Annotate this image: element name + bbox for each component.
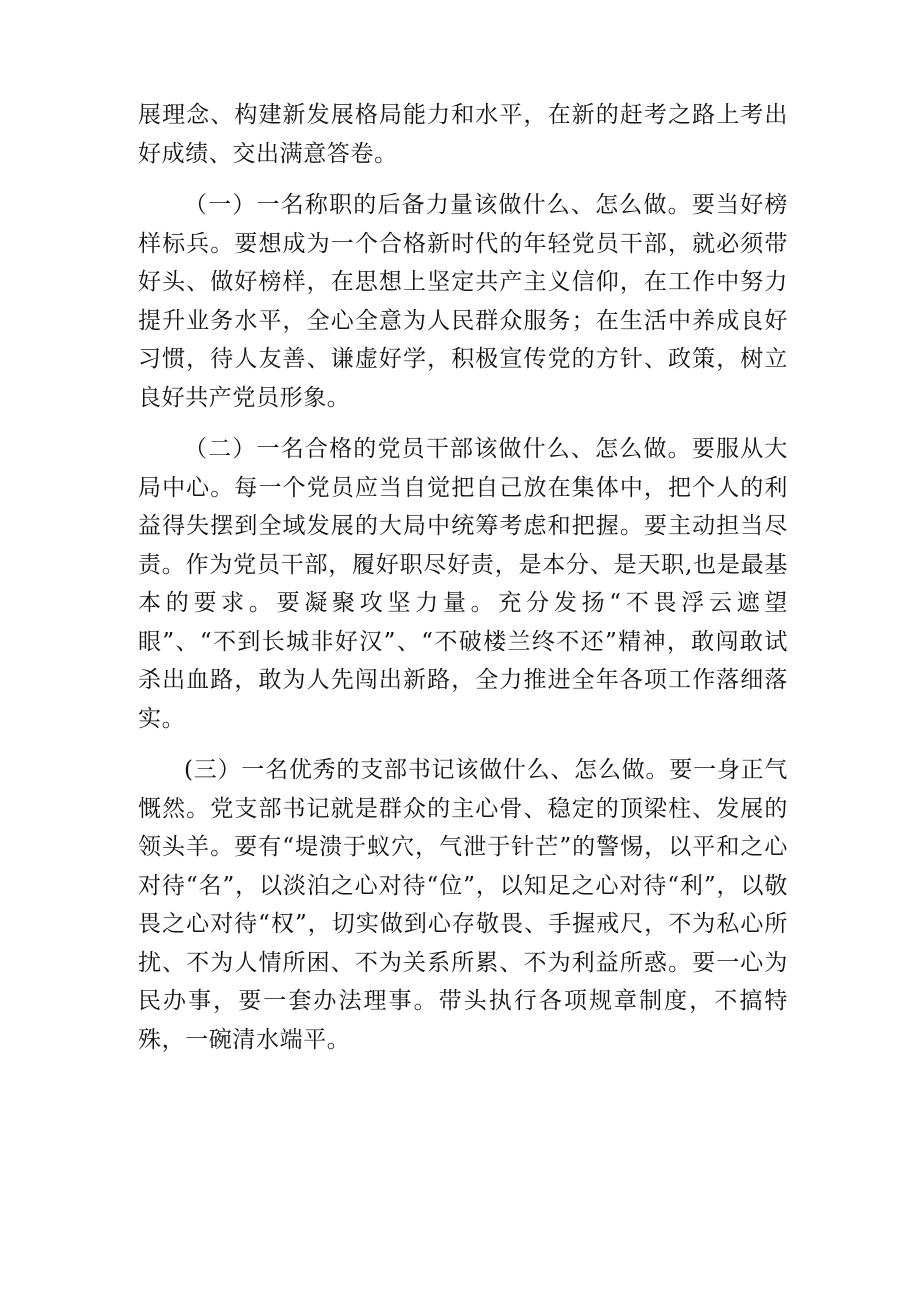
paragraph-section-3: (三）一名优秀的支部书记该做什么、怎么做。要一身正气慨然。党支部书记就是群众的主心骨、稳定的顶梁柱、发展的领头羊。要有“堤溃于蚁穴，气泄于针芒”的警惕，以平和之心对待“名”，以淡泊之心对待“位”，以知足之心对待“利”，以敬畏之心对待“权”，切实做到心存敬畏、手握戒尺，不为私心所扰、不为人情所困、不为关系所累、不为利益所惑。要一心为民办事，要一套办法理事。带头执行各项规章制度，不搞特殊，一碗清水端平。	[138, 757, 788, 1053]
paragraph-continuation: 展理念、构建新发展格局能力和水平，在新的赶考之路上考出好成绩、交出满意答卷。	[138, 102, 788, 167]
paragraph-section-2: （二）一名合格的党员干部该做什么、怎么做。要服从大局中心。每一个党员应当自觉把自己放在集体中，把个人的利益得失摆到全域发展的大局中统筹考虑和把握。要主动担当尽责。作为党员干部，履好职尽好责，是本分、是天职,也是最基本的要求。要凝聚攻坚力量。充分发扬“不畏浮云遮望眼”、“不到长城非好汉”、“不破楼兰终不还”精神，敢闯敢试杀出血路，敢为人先闯出新路，全力推进全年各项工作落细落实。	[138, 436, 788, 732]
paragraph-section-1: （一）一名称职的后备力量该做什么、怎么做。要当好榜样标兵。要想成为一个合格新时代的年轻党员干部，就必须带好头、做好榜样，在思想上坚定共产主义信仰，在工作中努力提升业务水平，全心全意为人民群众服务；在生活中养成良好习惯，待人友善、谦虚好学，积极宣传党的方针、政策，树立良好共产党员形象。	[138, 192, 788, 411]
document-body	[138, 96, 788, 1072]
